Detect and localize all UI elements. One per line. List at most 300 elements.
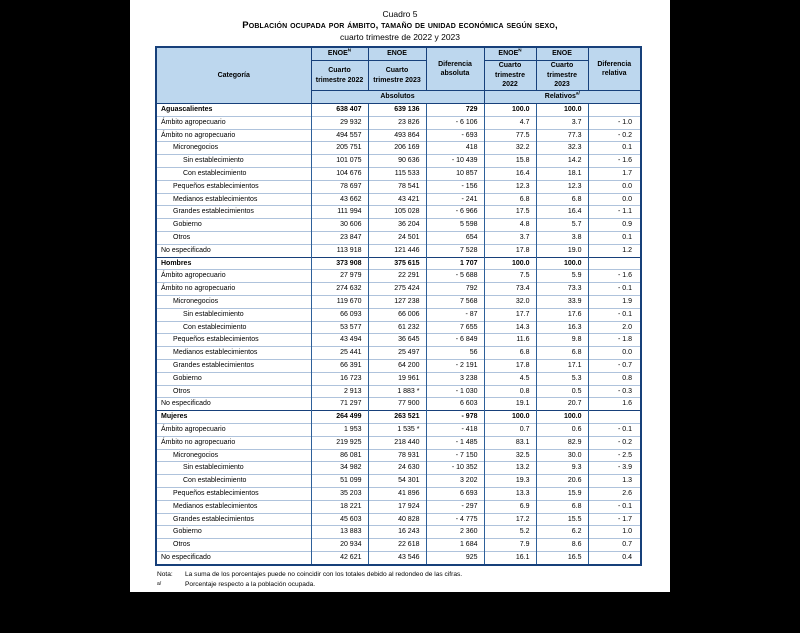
value-cell: - 0.2 xyxy=(588,129,641,142)
value-cell: 3.7 xyxy=(536,116,588,129)
value-cell: 100.0 xyxy=(484,257,536,270)
value-cell: 206 169 xyxy=(368,142,426,155)
value-cell: 1.6 xyxy=(588,398,641,411)
value-cell: 32.3 xyxy=(536,142,588,155)
value-cell: 15.8 xyxy=(484,155,536,168)
value-cell: 14.2 xyxy=(536,155,588,168)
table-row xyxy=(156,334,641,347)
value-cell: 90 636 xyxy=(368,155,426,168)
value-cell: 25 497 xyxy=(368,347,426,360)
row-category: Ámbito no agropecuario xyxy=(156,129,311,142)
value-cell: - 10 352 xyxy=(426,462,484,475)
footnote-text: Porcentaje respecto a la población ocupada. xyxy=(185,581,316,589)
value-cell: - 1.0 xyxy=(588,116,641,129)
value-cell: 43 494 xyxy=(311,334,368,347)
value-cell: 6.8 xyxy=(536,500,588,513)
value-cell: 83.1 xyxy=(484,436,536,449)
value-cell: 12.3 xyxy=(484,180,536,193)
value-cell: 17.1 xyxy=(536,359,588,372)
value-cell: 0.1 xyxy=(588,231,641,244)
value-cell: 0.8 xyxy=(484,385,536,398)
value-cell: - 0.3 xyxy=(588,385,641,398)
value-cell: 18.1 xyxy=(536,167,588,180)
value-cell: 25 441 xyxy=(311,347,368,360)
row-category: Con establecimiento xyxy=(156,475,311,488)
table-row xyxy=(156,244,641,257)
value-cell: - 6 966 xyxy=(426,206,484,219)
row-category: Ámbito no agropecuario xyxy=(156,436,311,449)
footnote xyxy=(157,622,615,633)
value-cell: 16.5 xyxy=(536,551,588,564)
value-cell: 0.7 xyxy=(588,539,641,552)
value-cell xyxy=(588,411,641,424)
value-cell: 105 028 xyxy=(368,206,426,219)
value-cell: - 6 849 xyxy=(426,334,484,347)
value-cell: - 6 106 xyxy=(426,116,484,129)
row-category: Micronegocios xyxy=(156,449,311,462)
table-row xyxy=(156,500,641,513)
table-row xyxy=(156,270,641,283)
value-cell: - 1 485 xyxy=(426,436,484,449)
table-row xyxy=(156,283,641,296)
value-cell: 64 200 xyxy=(368,359,426,372)
value-cell: 54 301 xyxy=(368,475,426,488)
value-cell: 6.2 xyxy=(536,526,588,539)
value-cell: 17.8 xyxy=(484,359,536,372)
value-cell: 78 697 xyxy=(311,180,368,193)
value-cell: 32.2 xyxy=(484,142,536,155)
table-row xyxy=(156,385,641,398)
value-cell: 45 603 xyxy=(311,513,368,526)
value-cell: 274 632 xyxy=(311,283,368,296)
value-cell: 13.3 xyxy=(484,487,536,500)
table-row xyxy=(156,142,641,155)
header-absolutos: Absolutos xyxy=(311,91,484,104)
value-cell: - 1.1 xyxy=(588,206,641,219)
value-cell: 6.8 xyxy=(536,193,588,206)
value-cell: 41 896 xyxy=(368,487,426,500)
row-category: Otros xyxy=(156,539,311,552)
row-category: Con establecimiento xyxy=(156,167,311,180)
table-row xyxy=(156,398,641,411)
row-category: Con establecimiento xyxy=(156,321,311,334)
table-row xyxy=(156,462,641,475)
table-row xyxy=(156,436,641,449)
value-cell: 42 621 xyxy=(311,551,368,564)
document-page xyxy=(130,0,670,631)
value-cell: 35 203 xyxy=(311,487,368,500)
value-cell: 61 232 xyxy=(368,321,426,334)
value-cell: 418 xyxy=(426,142,484,155)
row-category: Otros xyxy=(156,231,311,244)
row-category: Hombres xyxy=(156,257,311,270)
value-cell: 7 568 xyxy=(426,295,484,308)
footnotes xyxy=(157,570,615,633)
value-cell: 121 446 xyxy=(368,244,426,257)
value-cell: 19.1 xyxy=(484,398,536,411)
value-cell xyxy=(588,104,641,117)
value-cell: 6.8 xyxy=(484,347,536,360)
table-row xyxy=(156,513,641,526)
table-row xyxy=(156,449,641,462)
value-cell: 51 099 xyxy=(311,475,368,488)
value-cell: - 693 xyxy=(426,129,484,142)
value-cell: 56 xyxy=(426,347,484,360)
value-cell: 86 081 xyxy=(311,449,368,462)
table-row xyxy=(156,193,641,206)
value-cell: 792 xyxy=(426,283,484,296)
value-cell: 4.8 xyxy=(484,219,536,232)
table-header xyxy=(156,47,641,104)
value-cell: 373 908 xyxy=(311,257,368,270)
value-cell: 1 707 xyxy=(426,257,484,270)
table-row xyxy=(156,372,641,385)
value-cell: 100.0 xyxy=(484,104,536,117)
table-row xyxy=(156,551,641,564)
value-cell: 0.6 xyxy=(536,423,588,436)
table-row xyxy=(156,423,641,436)
value-cell: 6.9 xyxy=(484,500,536,513)
table-row xyxy=(156,487,641,500)
row-category: Micronegocios xyxy=(156,142,311,155)
table-row xyxy=(156,539,641,552)
value-cell: 16.1 xyxy=(484,551,536,564)
value-cell: - 0.1 xyxy=(588,308,641,321)
value-cell: 8.6 xyxy=(536,539,588,552)
value-cell: - 418 xyxy=(426,423,484,436)
value-cell: 5 598 xyxy=(426,219,484,232)
value-cell: - 7 150 xyxy=(426,449,484,462)
row-category: Ámbito agropecuario xyxy=(156,270,311,283)
value-cell: 7.9 xyxy=(484,539,536,552)
value-cell: 1 953 xyxy=(311,423,368,436)
value-cell: 219 925 xyxy=(311,436,368,449)
value-cell: - 0.1 xyxy=(588,423,641,436)
value-cell: 78 541 xyxy=(368,180,426,193)
value-cell: 36 645 xyxy=(368,334,426,347)
value-cell: 30.0 xyxy=(536,449,588,462)
row-category: Medianos establecimientos xyxy=(156,500,311,513)
value-cell: 100.0 xyxy=(536,257,588,270)
section-total-row xyxy=(156,104,641,117)
value-cell: 1 535 * xyxy=(368,423,426,436)
value-cell: - 0.7 xyxy=(588,359,641,372)
value-cell: 1 684 xyxy=(426,539,484,552)
value-cell: 73.4 xyxy=(484,283,536,296)
value-cell: - 978 xyxy=(426,411,484,424)
row-category: Pequeños establecimientos xyxy=(156,180,311,193)
value-cell: 111 994 xyxy=(311,206,368,219)
value-cell: - 1.6 xyxy=(588,155,641,168)
value-cell: 0.8 xyxy=(588,372,641,385)
table-row xyxy=(156,206,641,219)
value-cell: 11.6 xyxy=(484,334,536,347)
value-cell: 100.0 xyxy=(536,104,588,117)
value-cell: 2.6 xyxy=(588,487,641,500)
value-cell: 73.3 xyxy=(536,283,588,296)
value-cell: 66 391 xyxy=(311,359,368,372)
value-cell: - 5 688 xyxy=(426,270,484,283)
value-cell: 78 931 xyxy=(368,449,426,462)
row-category: Sin establecimiento xyxy=(156,308,311,321)
row-category: Grandes establecimientos xyxy=(156,359,311,372)
value-cell: - 1.7 xyxy=(588,513,641,526)
value-cell: 19.0 xyxy=(536,244,588,257)
value-cell: 18 221 xyxy=(311,500,368,513)
value-cell: 639 136 xyxy=(368,104,426,117)
population-table xyxy=(155,46,642,566)
value-cell: - 1 030 xyxy=(426,385,484,398)
value-cell: 6.8 xyxy=(484,193,536,206)
table-row xyxy=(156,359,641,372)
value-cell: 71 297 xyxy=(311,398,368,411)
value-cell: 1 883 * xyxy=(368,385,426,398)
value-cell: 15.5 xyxy=(536,513,588,526)
value-cell: - 87 xyxy=(426,308,484,321)
value-cell: - 0.2 xyxy=(588,436,641,449)
value-cell: 5.2 xyxy=(484,526,536,539)
row-category: Gobierno xyxy=(156,526,311,539)
value-cell: 12.3 xyxy=(536,180,588,193)
value-cell: 925 xyxy=(426,551,484,564)
header-enoe-n-2022-abs: $ENOE^N$ xyxy=(311,47,368,61)
row-category: Ámbito agropecuario xyxy=(156,116,311,129)
row-category: No especificado xyxy=(156,551,311,564)
value-cell: 16.4 xyxy=(484,167,536,180)
footnote-text: INEGI. $ENOE^N$, cuarto trimestre de 2022. xyxy=(185,621,306,631)
header-q4-2022-abs: Cuarto trimestre 2022 xyxy=(311,61,368,91)
value-cell: 101 075 xyxy=(311,155,368,168)
value-cell: 23 826 xyxy=(368,116,426,129)
value-cell: 17 924 xyxy=(368,500,426,513)
value-cell: 32.5 xyxy=(484,449,536,462)
value-cell: 24 630 xyxy=(368,462,426,475)
value-cell: 218 440 xyxy=(368,436,426,449)
row-category: Aguascalientes xyxy=(156,104,311,117)
value-cell: 3 238 xyxy=(426,372,484,385)
value-cell: 0.0 xyxy=(588,193,641,206)
footnote-text: El nivel de precisión de la estimación es bajo (con un coeficiente de variación igual o mayor a 30 %), por lo que se sugiere usar el dato con precaución, solo con fines descriptivos. xyxy=(185,591,591,610)
value-cell: 17.6 xyxy=(536,308,588,321)
value-cell: - 156 xyxy=(426,180,484,193)
value-cell: 16 723 xyxy=(311,372,368,385)
row-category: Sin establecimiento xyxy=(156,155,311,168)
footnote-label: a/ xyxy=(157,581,162,588)
header-diferencia-absoluta: Diferencia absoluta xyxy=(426,47,484,91)
header-categoria: Categoría xyxy=(156,47,311,104)
row-category: Pequeños establecimientos xyxy=(156,334,311,347)
value-cell: - 297 xyxy=(426,500,484,513)
value-cell: 53 577 xyxy=(311,321,368,334)
value-cell: 9.3 xyxy=(536,462,588,475)
table-subtitle: cuarto trimestre de 2022 y 2023 xyxy=(339,32,460,42)
value-cell: 19.3 xyxy=(484,475,536,488)
value-cell: 17.8 xyxy=(484,244,536,257)
table-row xyxy=(156,129,641,142)
value-cell: 4.5 xyxy=(484,372,536,385)
value-cell: 1.7 xyxy=(588,167,641,180)
row-category: Otros xyxy=(156,385,311,398)
value-cell: 36 204 xyxy=(368,219,426,232)
header-q4-2023-rel: Cuarto trimestre 2023 xyxy=(536,61,588,91)
value-cell: 5.7 xyxy=(536,219,588,232)
value-cell: 5.3 xyxy=(536,372,588,385)
footnote xyxy=(157,591,615,612)
value-cell: 494 557 xyxy=(311,129,368,142)
value-cell: 0.9 xyxy=(588,219,641,232)
value-cell: 0.4 xyxy=(588,551,641,564)
value-cell: 22 291 xyxy=(368,270,426,283)
value-cell: 17.5 xyxy=(484,206,536,219)
value-cell: 263 521 xyxy=(368,411,426,424)
header-diferencia-relativa: Diferencia relativa xyxy=(588,47,641,91)
value-cell: 6 693 xyxy=(426,487,484,500)
value-cell: 638 407 xyxy=(311,104,368,117)
value-cell: 3.8 xyxy=(536,231,588,244)
header-q4-2022-rel: Cuarto trimestre 2022 xyxy=(484,61,536,91)
table-row xyxy=(156,308,641,321)
value-cell: 40 828 xyxy=(368,513,426,526)
value-cell: 127 238 xyxy=(368,295,426,308)
table-row xyxy=(156,231,641,244)
value-cell: 0.7 xyxy=(484,423,536,436)
value-cell: 22 618 xyxy=(368,539,426,552)
value-cell: 4.7 xyxy=(484,116,536,129)
value-cell: 264 499 xyxy=(311,411,368,424)
table-row xyxy=(156,347,641,360)
footnote-label: Nota: xyxy=(157,570,173,578)
table-row xyxy=(156,219,641,232)
value-cell: 1.3 xyxy=(588,475,641,488)
value-cell: - 10 439 xyxy=(426,155,484,168)
value-cell: 24 501 xyxy=(368,231,426,244)
value-cell: 275 424 xyxy=(368,283,426,296)
footnote-label: Fuente: xyxy=(157,612,180,620)
header-enoe-n-2022-rel: $ENOE^N$ xyxy=(484,47,536,61)
value-cell: 17.7 xyxy=(484,308,536,321)
value-cell xyxy=(588,257,641,270)
table-row xyxy=(156,167,641,180)
value-cell: 729 xyxy=(426,104,484,117)
row-category: Medianos establecimientos xyxy=(156,347,311,360)
value-cell: 7.5 xyxy=(484,270,536,283)
value-cell: 0.0 xyxy=(588,347,641,360)
value-cell: 43 421 xyxy=(368,193,426,206)
row-category: Micronegocios xyxy=(156,295,311,308)
value-cell: 13 883 xyxy=(311,526,368,539)
table-title: Población ocupada por ámbito, tamaño de unidad económica según sexo, xyxy=(242,20,558,31)
value-cell: 20.6 xyxy=(536,475,588,488)
value-cell: 654 xyxy=(426,231,484,244)
value-cell: 23 847 xyxy=(311,231,368,244)
table-row xyxy=(156,475,641,488)
value-cell: 7 528 xyxy=(426,244,484,257)
value-cell: 115 533 xyxy=(368,167,426,180)
row-category: Ámbito agropecuario xyxy=(156,423,311,436)
value-cell: 16.4 xyxy=(536,206,588,219)
table-row xyxy=(156,155,641,168)
value-cell: - 1.6 xyxy=(588,270,641,283)
row-category: Pequeños establecimientos xyxy=(156,487,311,500)
value-cell: - 241 xyxy=(426,193,484,206)
value-cell: 14.3 xyxy=(484,321,536,334)
value-cell: 104 676 xyxy=(311,167,368,180)
value-cell: 16.3 xyxy=(536,321,588,334)
footnote xyxy=(157,580,615,591)
table-row xyxy=(156,295,641,308)
value-cell: 13.2 xyxy=(484,462,536,475)
value-cell: - 0.1 xyxy=(588,283,641,296)
row-category: Sin establecimiento xyxy=(156,462,311,475)
row-category: Medianos establecimientos xyxy=(156,193,311,206)
value-cell: 6.8 xyxy=(536,347,588,360)
value-cell: 0.0 xyxy=(588,180,641,193)
value-cell: 1.9 xyxy=(588,295,641,308)
value-cell: 6 603 xyxy=(426,398,484,411)
value-cell: 2 360 xyxy=(426,526,484,539)
value-cell: 66 093 xyxy=(311,308,368,321)
section-total-row xyxy=(156,411,641,424)
value-cell: 0.1 xyxy=(588,142,641,155)
table-number: Cuadro 5 xyxy=(382,9,418,19)
section-total-row xyxy=(156,257,641,270)
value-cell: 119 670 xyxy=(311,295,368,308)
footnote xyxy=(157,570,615,581)
value-cell: 27 979 xyxy=(311,270,368,283)
value-cell: - 2 191 xyxy=(426,359,484,372)
value-cell: 16 243 xyxy=(368,526,426,539)
row-category: Grandes establecimientos xyxy=(156,206,311,219)
row-category: Grandes establecimientos xyxy=(156,513,311,526)
value-cell: 0.5 xyxy=(536,385,588,398)
row-category: No especificado xyxy=(156,398,311,411)
row-category: Gobierno xyxy=(156,219,311,232)
value-cell: 43 546 xyxy=(368,551,426,564)
table-body xyxy=(156,104,641,565)
header-enoe-2023-rel: ENOE xyxy=(536,47,588,61)
value-cell: 43 662 xyxy=(311,193,368,206)
value-cell: 2 913 xyxy=(311,385,368,398)
table-row xyxy=(156,116,641,129)
row-category: Mujeres xyxy=(156,411,311,424)
value-cell: 32.0 xyxy=(484,295,536,308)
value-cell: 82.9 xyxy=(536,436,588,449)
value-cell: 100.0 xyxy=(536,411,588,424)
value-cell: 113 918 xyxy=(311,244,368,257)
row-category: Ámbito no agropecuario xyxy=(156,283,311,296)
value-cell: - 0.1 xyxy=(588,500,641,513)
table-row xyxy=(156,321,641,334)
value-cell: - 1.8 xyxy=(588,334,641,347)
value-cell: 30 606 xyxy=(311,219,368,232)
value-cell: 3.7 xyxy=(484,231,536,244)
value-cell: 2.0 xyxy=(588,321,641,334)
value-cell: 9.8 xyxy=(536,334,588,347)
value-cell: 493 864 xyxy=(368,129,426,142)
footnote-text: INEGI. ENOE, cuarto trimestre de 2023. xyxy=(185,612,303,620)
value-cell: 5.9 xyxy=(536,270,588,283)
value-cell: 17.2 xyxy=(484,513,536,526)
row-category: No especificado xyxy=(156,244,311,257)
value-cell: 1.2 xyxy=(588,244,641,257)
value-cell: 77.5 xyxy=(484,129,536,142)
value-cell: 33.9 xyxy=(536,295,588,308)
value-cell: 375 615 xyxy=(368,257,426,270)
footnote-label: * xyxy=(157,591,160,599)
header-q4-2023-abs: Cuarto trimestre 2023 xyxy=(368,61,426,91)
table-row xyxy=(156,180,641,193)
header-enoe-2023-abs: ENOE xyxy=(368,47,426,61)
